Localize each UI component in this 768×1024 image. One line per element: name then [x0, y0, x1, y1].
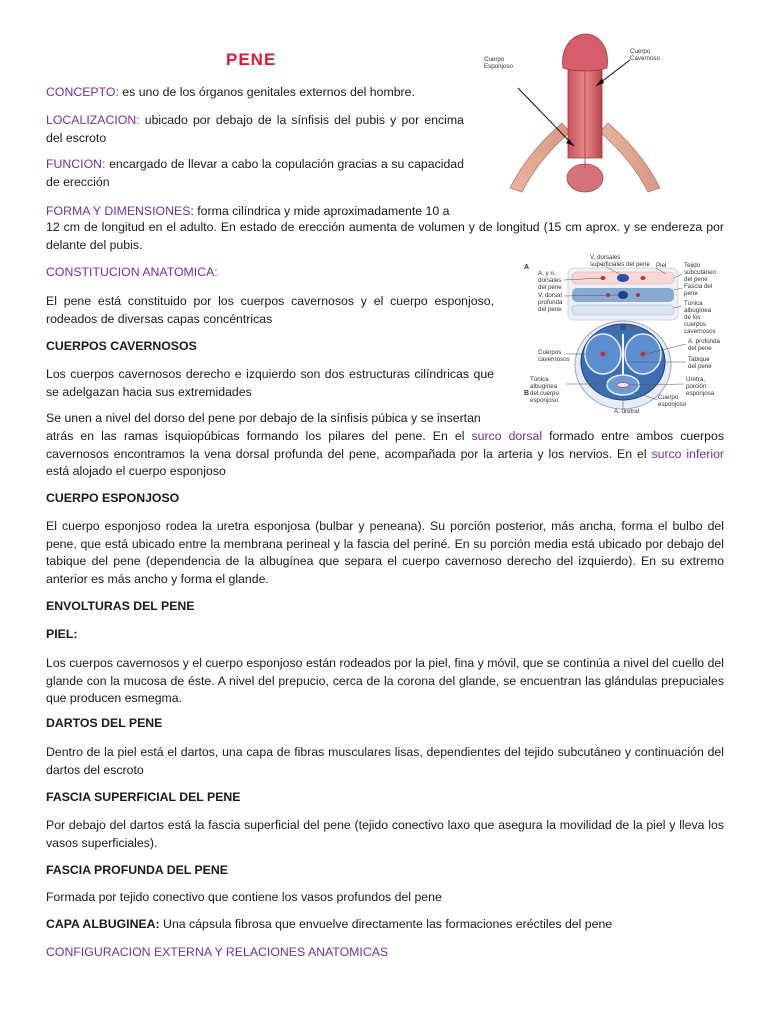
localizacion-paragraph — [46, 112, 464, 147]
localizacion-label: LOCALIZACION: — [46, 113, 140, 127]
label-v-dorsales: V. dorsales superficiales del pene — [590, 254, 650, 268]
funcion-paragraph — [46, 156, 464, 191]
surco-dorsal-term: surco dorsal — [471, 429, 543, 443]
label-cuerpos-cavernosos: Cuerpos cavernosos — [538, 349, 570, 363]
page-title: PENE — [226, 50, 277, 69]
fascia-profunda-heading: FASCIA PROFUNDA DEL PENE — [46, 863, 228, 877]
cuerpo-esponjoso-heading: CUERPO ESPONJOSO — [46, 491, 180, 505]
label-piel: Piel — [656, 262, 667, 269]
label-a-y-n-dorsales: A. y n. dorsales del pene — [538, 270, 562, 291]
cuerpos-cavernosos-p1: Los cuerpos cavernosos derecho e izquierdo son dos estructuras cilíndricas que se adelgazan hacia sus extremidades — [46, 367, 494, 399]
label-cuerpo-esponjoso: Cuerpo Esponjoso — [484, 56, 513, 70]
label-a-uretral: A. uretral — [614, 408, 640, 415]
concepto-paragraph — [46, 84, 466, 102]
capa-albuginea-paragraph — [46, 916, 724, 934]
cuerpos-cavernosos-p2-rest — [46, 428, 724, 481]
p2-text-c: está alojado el cuerpo esponjoso — [46, 464, 226, 478]
constitucion-heading: CONSTITUCION ANATOMICA: — [46, 265, 218, 279]
cuerpos-cavernosos-heading: CUERPOS CAVERNOSOS — [46, 339, 197, 353]
piel-text: Los cuerpos cavernosos y el cuerpo esponjoso están rodeados por la piel, fina y móvil, que se continúa a nivel del cuello del glande con la mucosa de éste. A nivel del prepucio, cerca de la corona del glande, se encuentran las glándulas prepuciales que producen esmegma. — [46, 656, 724, 705]
forma-text-rest: 12 cm de longitud en el adulto. En estado de erección aumenta de volumen y de longitud (15 cm aprox. y se endereza por delante del pubis. — [46, 220, 724, 252]
panel-b-label: B — [524, 390, 530, 397]
label-uretra: Uretra, porción esponjosa — [686, 376, 715, 397]
forma-text-line1: : forma cilíndrica y mide aproximadamente 10 a — [190, 204, 450, 218]
p2-text-a: atrás en las ramas isquiopúbicas formando los pilares del pene. En el — [46, 429, 472, 443]
piel-heading: PIEL: — [46, 627, 78, 641]
forma-first-line — [46, 203, 466, 221]
penis-anatomy-illustration — [470, 28, 700, 196]
label-tejido-subcutaneo: Tejido subcutáneo del pene — [684, 262, 716, 283]
panel-a-label: A — [524, 264, 530, 271]
p2-text-b: formado entre ambos cuerpos cavernosos encontramos la vena dorsal profunda del pene, acompañada por la arteria y los nervios. En el — [46, 429, 724, 461]
funcion-text: encargado de llevar a cabo la copulación gracias a su capacidad de erección — [46, 157, 464, 189]
constitucion-text: El pene está constituido por los cuerpos cavernosos y el cuerpo esponjoso, rodeados de diversas capas concéntricas — [46, 294, 494, 326]
fascia-profunda-text: Formada por tejido conectivo que contiene los vasos profundos del pene — [46, 890, 442, 904]
cuerpos-cavernosos-p2-line1: Se unen a nivel del dorso del pene por debajo de la sínfisis púbica y se insertan — [46, 411, 481, 425]
dartos-heading: DARTOS DEL PENE — [46, 716, 163, 730]
capa-albuginea-text: Una cápsula fibrosa que envuelve directamente las formaciones eréctiles del pene — [159, 917, 613, 931]
fascia-superficial-heading: FASCIA SUPERFICIAL DEL PENE — [46, 790, 241, 804]
surco-inferior-term: surco inferior — [651, 446, 725, 461]
label-cuerpo-esponjoso-b: Cuerpo esponjoso — [658, 394, 687, 408]
cuerpo-esponjoso-text: El cuerpo esponjoso rodea la uretra esponjosa (bulbar y peneana). Su porción posterior, más ancha, forma el bulbo del pene, que está ubicado entre la membrana perineal y la fascia del periné. En su porción media está ubicado por debajo del tabique del pene (dependencia de la albugínea que separa el cuerpo cavernoso derecho del izquierdo). En su extremo anterior es más ancho y forma el glande. — [46, 519, 724, 586]
funcion-label: FUNCION: — [46, 157, 106, 171]
forma-label: FORMA Y DIMENSIONES — [46, 204, 191, 218]
label-tabique: Tabique del pene — [688, 356, 712, 370]
label-v-dorsal-profunda: V. dorsal profunda del pene — [538, 292, 563, 313]
capa-albuginea-label: CAPA ALBUGINEA: — [46, 917, 160, 931]
label-tunica-albuginea-esp: Túnica albugínea del cuerpo esponjoso — [530, 376, 559, 404]
label-cuerpo-cavernoso: Cuerpo Cavernoso — [630, 48, 660, 62]
label-fascia-pene: Fascia del pene — [684, 283, 713, 297]
envolturas-heading: ENVOLTURAS DEL PENE — [46, 599, 195, 613]
penis-anatomy-figure — [470, 28, 700, 196]
localizacion-text: ubicado por debajo de la sínfisis del pubis y por encima del escroto — [46, 113, 464, 145]
label-a-profunda: A. profunda del pene — [688, 338, 720, 352]
fascia-superficial-text: Por debajo del dartos está la fascia superficial del pene (tejido conectivo laxo que asegura la movilidad de la piel y lleva los vasos superficiales). — [46, 818, 724, 850]
concepto-text: es uno de los órganos genitales externos del hombre. — [118, 85, 415, 99]
penis-cross-section-figure — [506, 250, 746, 418]
configuracion-heading: CONFIGURACION EXTERNA Y RELACIONES ANATOMICAS — [46, 945, 389, 959]
dartos-text: Dentro de la piel está el dartos, una capa de fibras musculares lisas, dependientes del tejido subcutáneo y continuación del dartos del escroto — [46, 745, 724, 777]
concepto-label: CONCEPTO: — [46, 85, 119, 99]
label-tunica-albuginea-cav: Túnica albugínea de los cuerpos cavernosos — [684, 300, 716, 335]
